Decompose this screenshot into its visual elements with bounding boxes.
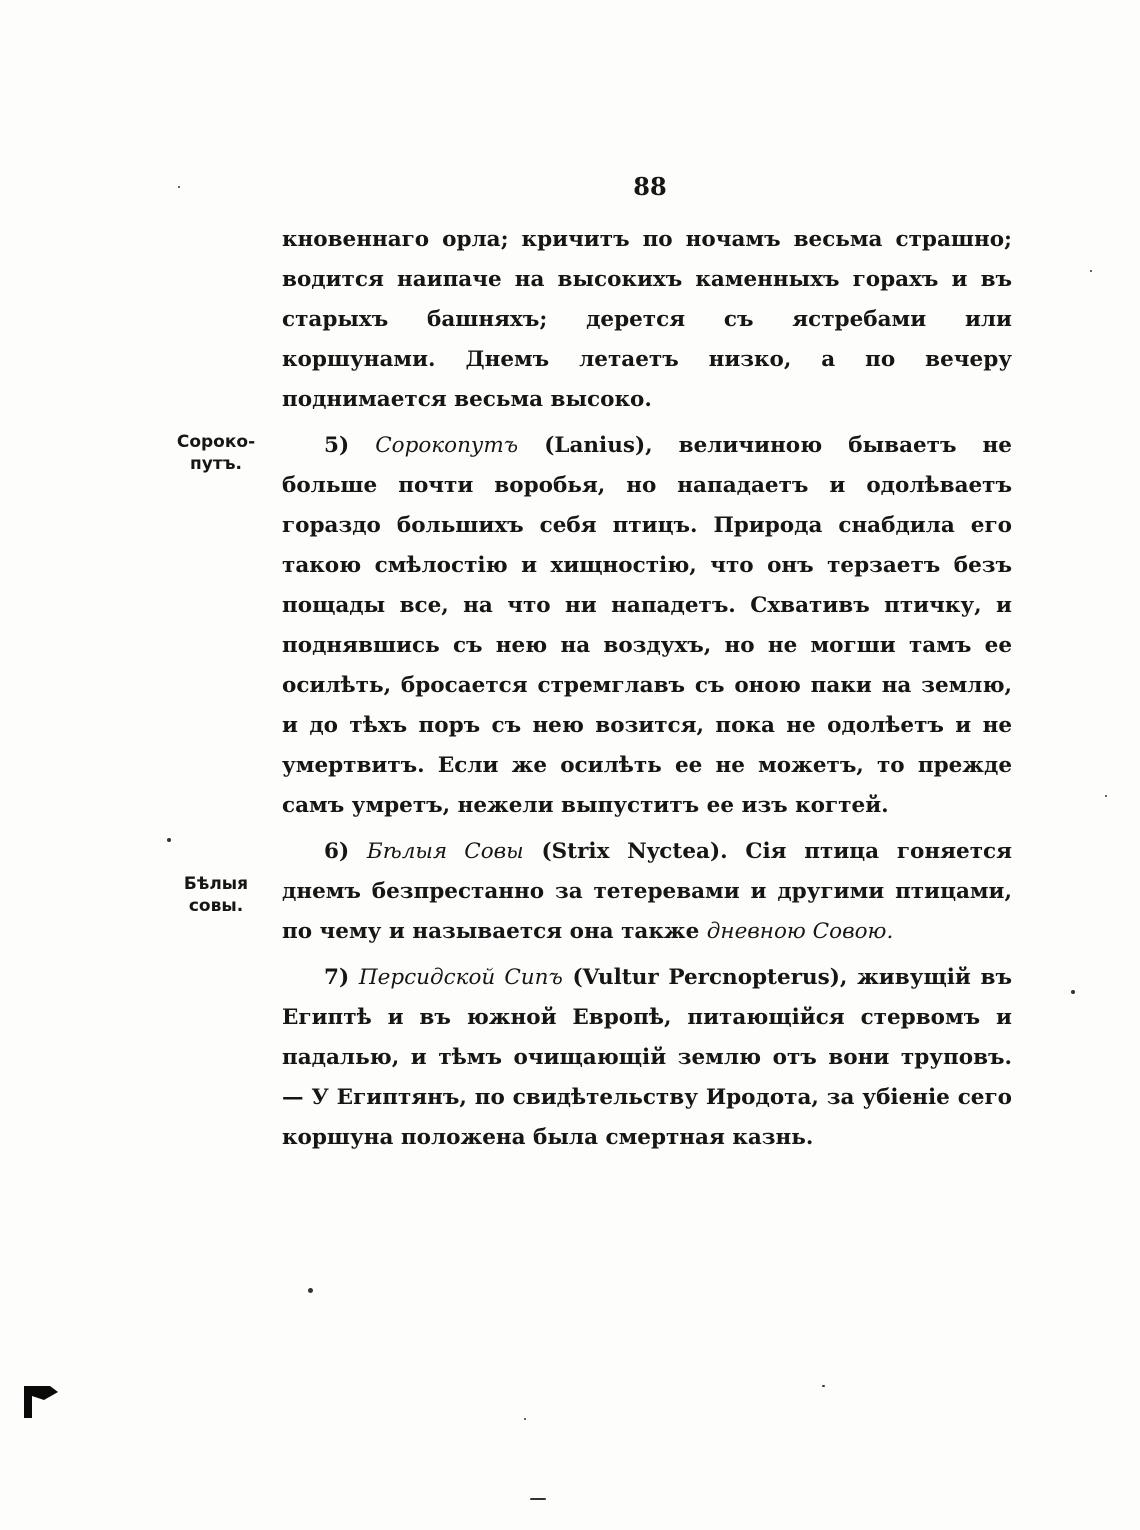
scan-speck — [1071, 990, 1075, 994]
species-name: Бѣлыя Совы — [366, 839, 524, 864]
species-alt-name: дневною Совою. — [706, 919, 894, 944]
item-number: 5) — [324, 433, 350, 458]
margin-note-snowy-owl-text: Бѣлыя совы. — [183, 874, 249, 916]
page-number: 88 — [633, 172, 667, 201]
item-number: 7) — [324, 965, 350, 990]
scan-speck — [178, 186, 180, 188]
scan-speck — [1090, 270, 1092, 272]
corner-mark-icon — [24, 1384, 58, 1418]
margin-note-snowy-owl — [170, 873, 262, 917]
scan-speck — [308, 1288, 313, 1293]
paragraph-body: (Strix Nyctea). Сія птица гоняется днемъ безпрестанно за тетеревами и другими птицами, по чему и называется она также — [282, 839, 1012, 944]
margin-note-shrike-text: Сороко- путъ. — [176, 432, 256, 474]
paragraph-body: (Lanius), величиною бываетъ не больше почти воробья, но нападаетъ и одолѣваетъ гораздо большихъ себя птицъ. Природа снабдила его такою смѣлостію и хищностію, что онъ терзаетъ безъ пощады все, на что ни нападетъ. Схвативъ птичку, и поднявшись съ нею на воздухъ, но не могши тамъ ее осилѣть, бросается стремглавъ съ оною паки на землю, и до тѣхъ поръ съ нею возится, пока не одолѣетъ и не умертвитъ. Если же осилѣть ее не можетъ, то прежде самъ умретъ, нежели выпуститъ ее изъ когтей. — [282, 433, 1012, 818]
species-name: Персидской Сипъ — [358, 965, 563, 990]
paragraph-shrike — [282, 426, 1012, 826]
species-name: Сорокопутъ — [375, 433, 519, 458]
scan-speck — [530, 1498, 546, 1500]
item-number: 6) — [324, 839, 350, 864]
main-text — [282, 220, 1012, 1158]
margin-note-shrike — [170, 431, 262, 475]
scan-speck — [1105, 795, 1107, 797]
paragraph-body: (Vultur Percnopterus), живущій въ Египтѣ и въ южной Европѣ, питающійся стервомъ и падалью, и тѣмъ очищающій землю отъ вони труповъ. — У Египтянъ, по свидѣтельству Иродота, за убіеніе сего коршуна положена была смертная казнь. — [282, 965, 1012, 1150]
paragraph-snowy-owl — [282, 832, 1012, 952]
paragraph-egyptian-vulture — [282, 958, 1012, 1158]
scan-speck — [822, 1385, 825, 1387]
paragraph-owl-continued: кновеннаго орла; кричитъ по ночамъ весьма страшно; водится наипаче на высокихъ каменныхъ горахъ и въ старыхъ башняхъ; дерется съ ястребами или коршунами. Днемъ летаетъ низко, а по вечеру поднимается весьма высоко. — [282, 227, 1012, 412]
scan-speck — [524, 1418, 526, 1420]
scan-speck — [167, 838, 171, 842]
